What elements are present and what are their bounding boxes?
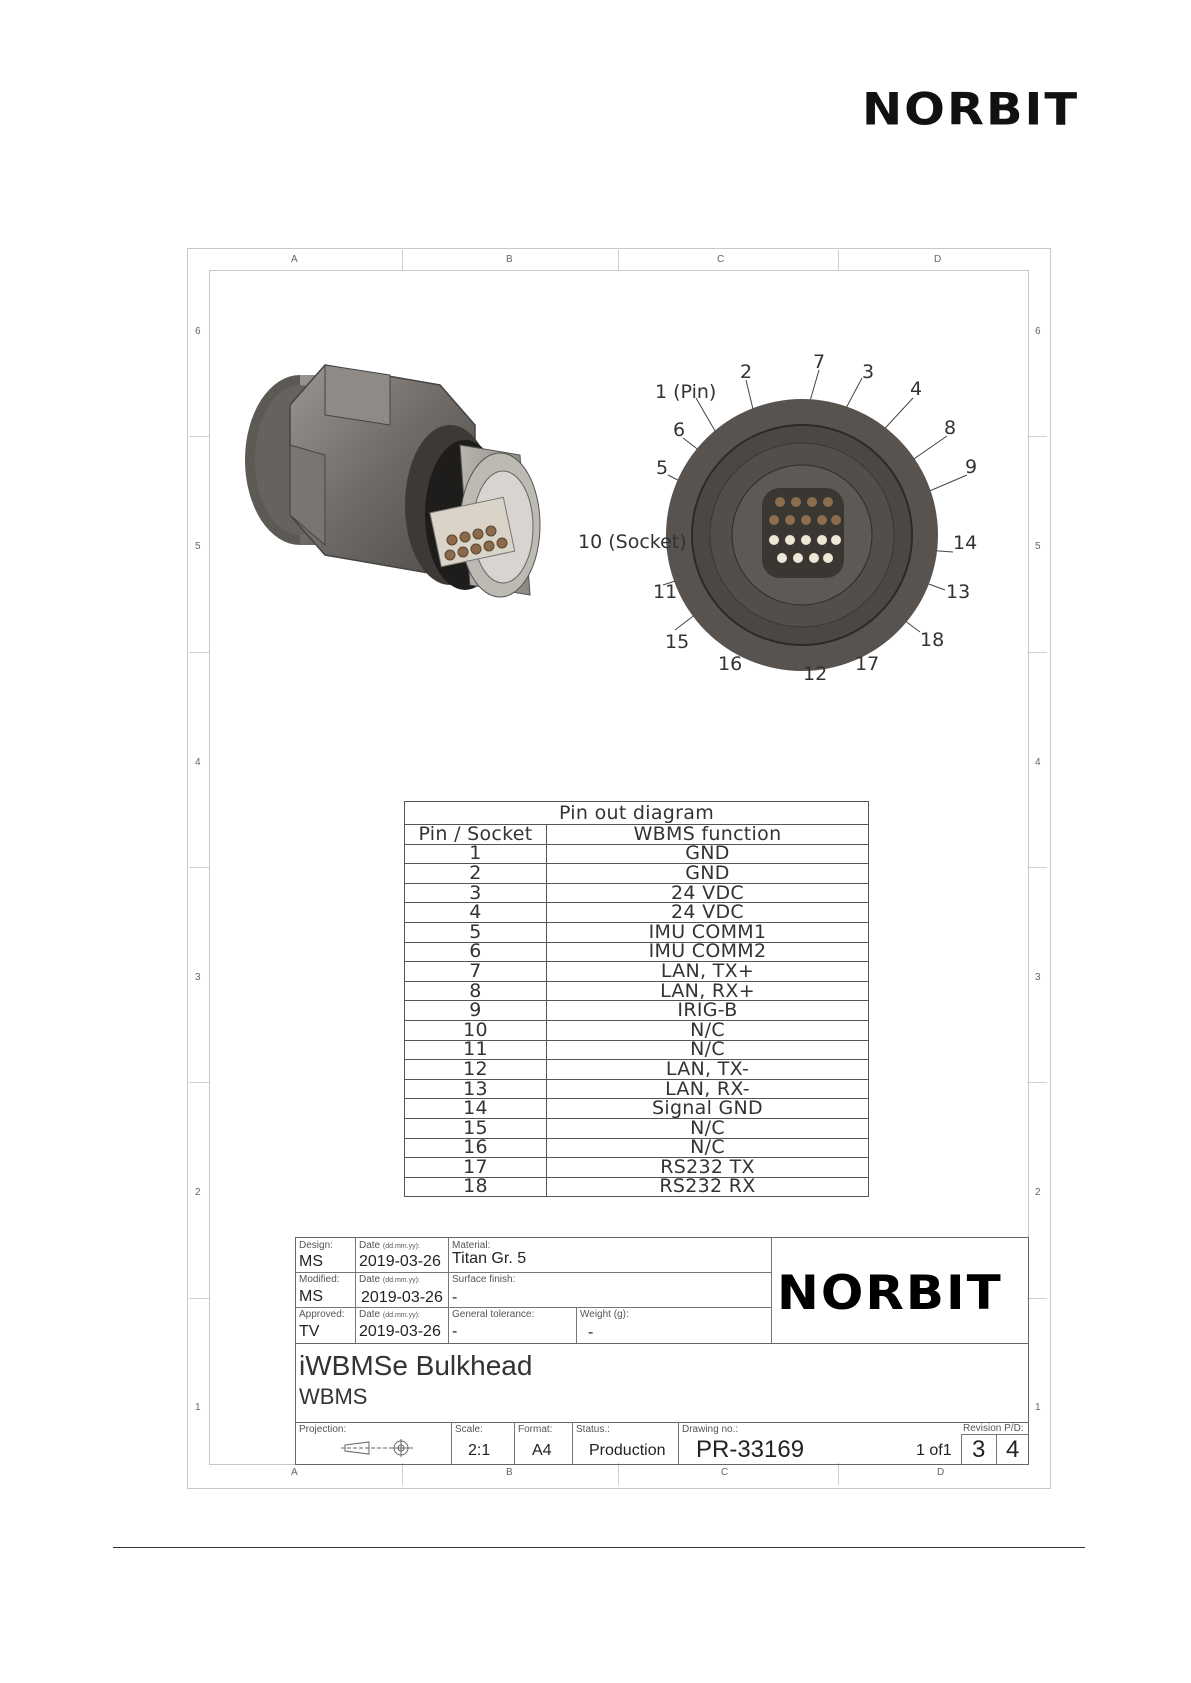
pinout-pin-number: 14 xyxy=(405,1099,547,1119)
material-label: Material: xyxy=(452,1240,491,1251)
pinout-function: N/C xyxy=(547,1138,869,1158)
pinout-row xyxy=(405,1060,869,1080)
zone-col-c-top: C xyxy=(717,254,725,265)
pinout-header-pin: Pin / Socket xyxy=(405,825,547,845)
callout-9: 9 xyxy=(965,456,978,478)
pinout-function: N/C xyxy=(547,1118,869,1138)
zone-row-6-left: 6 xyxy=(195,326,201,337)
callout-12: 12 xyxy=(803,663,828,685)
zone-col-d-bottom: D xyxy=(937,1467,945,1478)
weight-label: Weight (g): xyxy=(580,1309,629,1320)
zone-row-3-left: 3 xyxy=(195,972,201,983)
pinout-pin-number: 18 xyxy=(405,1177,547,1197)
zone-row-5-left: 5 xyxy=(195,541,201,552)
callout-14: 14 xyxy=(953,532,978,554)
pinout-function: 24 VDC xyxy=(547,883,869,903)
pinout-row xyxy=(405,1040,869,1060)
norbit-logo-title-block: NORBIT xyxy=(777,1265,1003,1321)
callout-18: 18 xyxy=(920,629,945,651)
date-label-1: Date (dd.mm.yy): xyxy=(359,1240,420,1251)
design-label: Design: xyxy=(299,1240,333,1251)
zone-col-b-top: B xyxy=(506,254,513,265)
callout-3: 3 xyxy=(862,361,875,383)
pinout-function: LAN, RX- xyxy=(547,1079,869,1099)
sheet-of-value: 1 of1 xyxy=(916,1442,952,1459)
date-label-2: Date (dd.mm.yy): xyxy=(359,1274,420,1285)
pinout-row xyxy=(405,981,869,1001)
callout-4: 4 xyxy=(910,378,923,400)
design-date: 2019-03-26 xyxy=(359,1253,441,1270)
pinout-function: GND xyxy=(547,864,869,884)
callout-17: 17 xyxy=(855,653,880,675)
zone-col-a-top: A xyxy=(291,254,298,265)
pinout-row xyxy=(405,942,869,962)
title-block xyxy=(295,1237,1029,1465)
pinout-row xyxy=(405,844,869,864)
tolerance-value: - xyxy=(452,1323,458,1340)
zone-col-c-bottom: C xyxy=(721,1467,729,1478)
callout-16: 16 xyxy=(718,653,743,675)
pinout-row xyxy=(405,1177,869,1197)
zone-row-4-right: 4 xyxy=(1035,757,1041,768)
pinout-row xyxy=(405,1099,869,1119)
drawing-no-label: Drawing no.: xyxy=(682,1424,739,1435)
pinout-row xyxy=(405,1020,869,1040)
footer-rule xyxy=(113,1547,1085,1548)
zone-row-4-left: 4 xyxy=(195,757,201,768)
third-angle-projection-icon xyxy=(341,1438,421,1458)
pinout-header-function: WBMS function xyxy=(547,825,869,845)
pinout-function: IMU COMM1 xyxy=(547,922,869,942)
zone-col-a-bottom: A xyxy=(291,1467,298,1478)
pinout-pin-number: 3 xyxy=(405,883,547,903)
callout-8: 8 xyxy=(944,417,957,439)
pinout-pin-number: 13 xyxy=(405,1079,547,1099)
zone-col-d-top: D xyxy=(934,254,942,265)
pinout-row xyxy=(405,883,869,903)
pinout-pin-number: 9 xyxy=(405,1001,547,1021)
pinout-row xyxy=(405,1138,869,1158)
zone-row-1-left: 1 xyxy=(195,1402,201,1413)
pinout-pin-number: 16 xyxy=(405,1138,547,1158)
pinout-function: N/C xyxy=(547,1020,869,1040)
pinout-function: IMU COMM2 xyxy=(547,942,869,962)
pinout-pin-number: 12 xyxy=(405,1060,547,1080)
connector-3d-view xyxy=(230,345,550,635)
pinout-row xyxy=(405,903,869,923)
callout-5: 5 xyxy=(656,457,669,479)
pinout-pin-number: 2 xyxy=(405,864,547,884)
pinout-function: LAN, RX+ xyxy=(547,981,869,1001)
date-label-3: Date (dd.mm.yy): xyxy=(359,1309,420,1320)
status-label: Status.: xyxy=(576,1424,610,1435)
pinout-pin-number: 6 xyxy=(405,942,547,962)
pinout-pin-number: 10 xyxy=(405,1020,547,1040)
pinout-function: LAN, TX+ xyxy=(547,962,869,982)
pinout-title: Pin out diagram xyxy=(405,802,869,825)
callout-1: 1 (Pin) xyxy=(655,381,717,403)
pinout-function: RS232 RX xyxy=(547,1177,869,1197)
format-label: Format: xyxy=(518,1424,553,1435)
pinout-row xyxy=(405,922,869,942)
pinout-pin-number: 5 xyxy=(405,922,547,942)
zone-row-2-right: 2 xyxy=(1035,1187,1041,1198)
pinout-pin-number: 11 xyxy=(405,1040,547,1060)
pinout-pin-number: 8 xyxy=(405,981,547,1001)
pinout-table xyxy=(404,801,869,1197)
zone-row-3-right: 3 xyxy=(1035,972,1041,983)
approved-label: Approved: xyxy=(299,1309,345,1320)
drawing-no-value: PR-33169 xyxy=(696,1436,805,1463)
approved-value: TV xyxy=(299,1323,320,1340)
design-value: MS xyxy=(299,1253,323,1270)
drawing-subtitle: WBMS xyxy=(299,1384,368,1409)
tolerance-label: General tolerance: xyxy=(452,1309,535,1320)
pinout-pin-number: 17 xyxy=(405,1158,547,1178)
pinout-function: N/C xyxy=(547,1040,869,1060)
surface-label: Surface finish: xyxy=(452,1274,516,1285)
callout-10: 10 (Socket) xyxy=(578,531,687,553)
scale-value: 2:1 xyxy=(468,1442,491,1459)
pinout-function: IRIG-B xyxy=(547,1001,869,1021)
callout-2: 2 xyxy=(740,361,753,383)
revision-label: Revision P/D: xyxy=(963,1423,1024,1434)
zone-col-b-bottom: B xyxy=(506,1467,513,1478)
pinout-function: RS232 TX xyxy=(547,1158,869,1178)
material-value: Titan Gr. 5 xyxy=(452,1250,527,1267)
scale-label: Scale: xyxy=(455,1424,483,1435)
pinout-function: Signal GND xyxy=(547,1099,869,1119)
callout-6: 6 xyxy=(673,419,686,441)
callout-15: 15 xyxy=(665,631,690,653)
pinout-function: LAN, TX- xyxy=(547,1060,869,1080)
pinout-row xyxy=(405,1158,869,1178)
weight-value: - xyxy=(588,1324,594,1341)
callout-7: 7 xyxy=(813,351,826,373)
zone-row-6-right: 6 xyxy=(1035,326,1041,337)
callout-11: 11 xyxy=(653,581,678,603)
approved-date: 2019-03-26 xyxy=(359,1323,441,1340)
pinout-function: GND xyxy=(547,844,869,864)
status-value: Production xyxy=(589,1442,666,1459)
modified-label: Modified: xyxy=(299,1274,340,1285)
zone-row-1-right: 1 xyxy=(1035,1402,1041,1413)
pinout-pin-number: 15 xyxy=(405,1118,547,1138)
revision-d-value: 4 xyxy=(1006,1436,1020,1463)
pinout-row xyxy=(405,1118,869,1138)
surface-value: - xyxy=(452,1289,458,1306)
projection-label: Projection: xyxy=(299,1424,347,1435)
pinout-row xyxy=(405,1001,869,1021)
pinout-row xyxy=(405,962,869,982)
pinout-pin-number: 4 xyxy=(405,903,547,923)
pinout-row xyxy=(405,864,869,884)
pinout-function: 24 VDC xyxy=(547,903,869,923)
drawing-title: iWBMSe Bulkhead xyxy=(299,1350,533,1381)
zone-row-5-right: 5 xyxy=(1035,541,1041,552)
norbit-logo-header: NORBIT xyxy=(862,84,1080,136)
zone-row-2-left: 2 xyxy=(195,1187,201,1198)
revision-p-value: 3 xyxy=(972,1436,986,1463)
modified-date: 2019-03-26 xyxy=(361,1289,443,1306)
pinout-pin-number: 1 xyxy=(405,844,547,864)
format-value: A4 xyxy=(532,1442,552,1459)
callout-13: 13 xyxy=(946,581,971,603)
pinout-row xyxy=(405,1079,869,1099)
pinout-pin-number: 7 xyxy=(405,962,547,982)
modified-value: MS xyxy=(299,1288,323,1305)
connector-pin-face-view xyxy=(570,340,1010,700)
